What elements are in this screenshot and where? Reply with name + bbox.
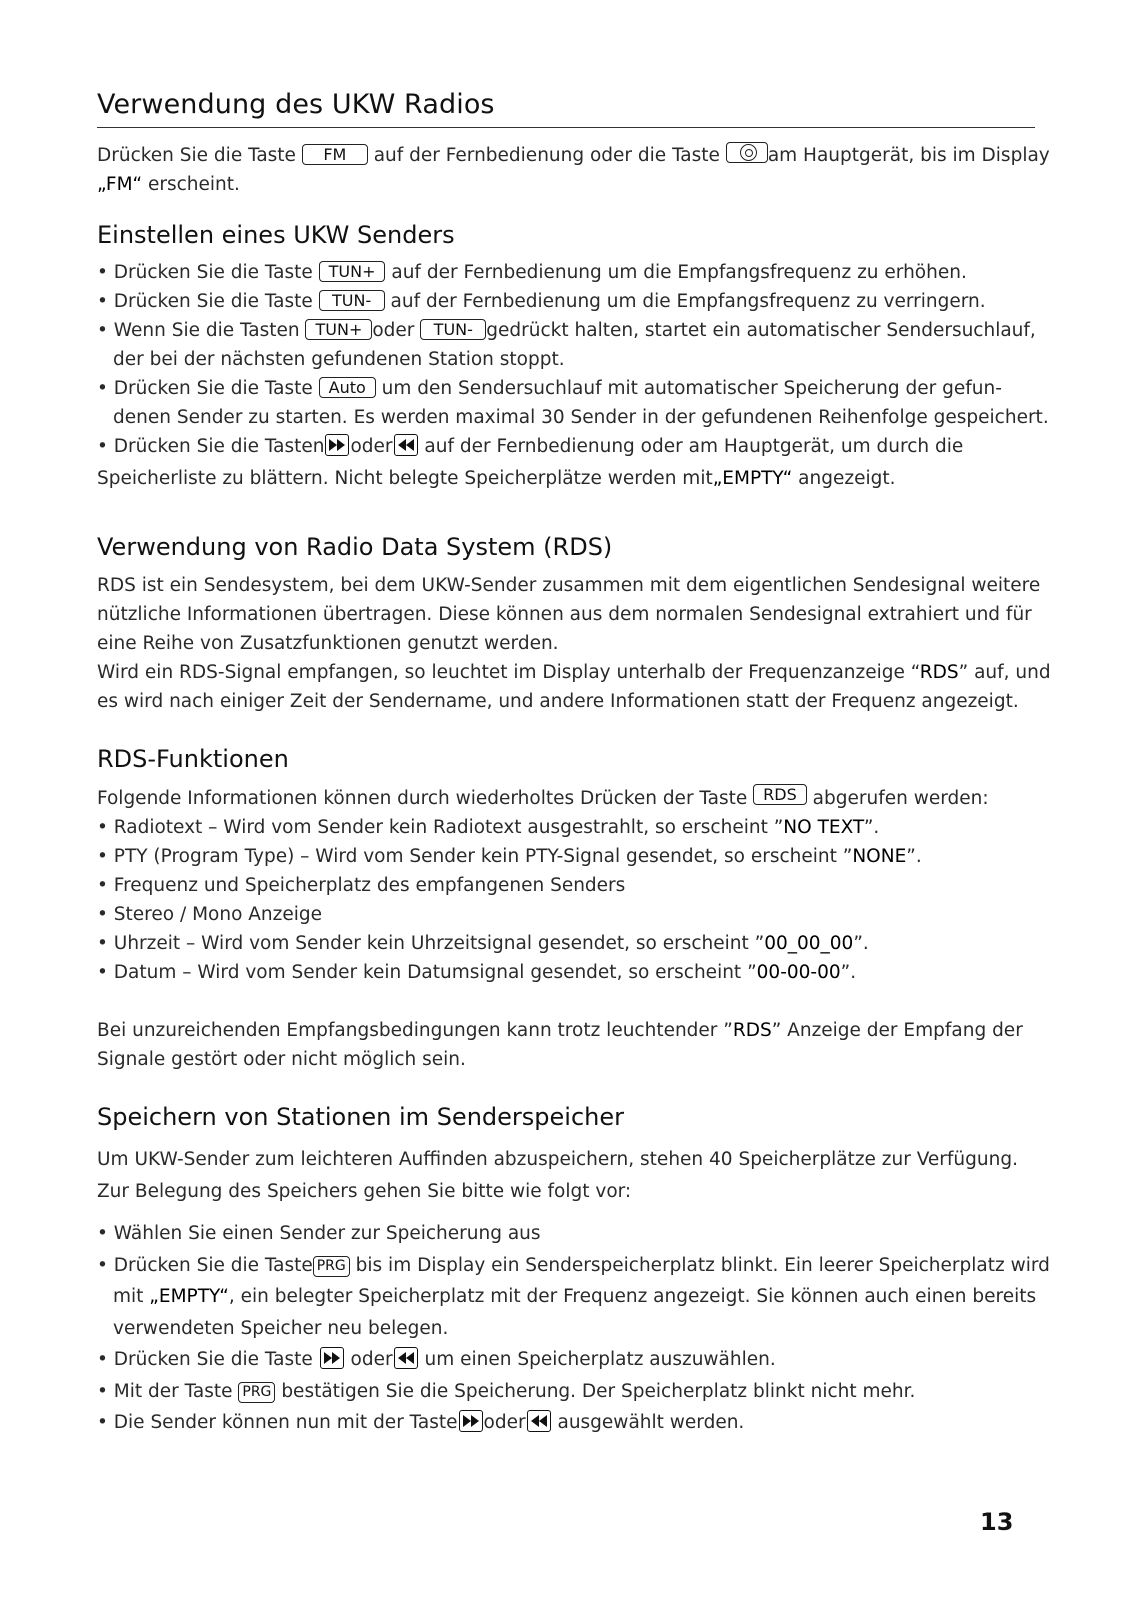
- text: erscheint.: [142, 174, 240, 195]
- list-item: • Drücken Sie die Taste PRG bis im Display ein Senderspeicherplatz blinkt. Ein leerer Speicherplatz wird mit „EMPTY“, ein belegter Speicherplatz mit der Frequenz angezeigt. Sie können auch einen bereits verwendeten Speicher neu belegen.: [97, 1254, 1050, 1339]
- list-item: • Uhrzeit – Wird vom Sender kein Uhrzeitsignal gesendet, so erscheint ”00_00_00”.: [97, 933, 869, 954]
- list-item: • Mit der Taste PRG bestätigen Sie die Speicherung. Der Speicherplatz blinkt nicht mehr.: [97, 1380, 916, 1402]
- tun-plus-key: TUN+: [319, 261, 386, 282]
- list-item: • Wählen Sie einen Sender zur Speicherung aus: [97, 1223, 541, 1244]
- section-title-speichern: Speichern von Stationen im Senderspeicher: [97, 1103, 624, 1131]
- skip-back-icon: [394, 434, 418, 456]
- fm-key: FM: [302, 144, 368, 165]
- list-item: • Wenn Sie die Tasten TUN+ oder TUN- gedrückt halten, startet ein automatischer Sendersuchlauf, der bei der nächsten gefundenen Station stoppt.: [97, 320, 1036, 370]
- section-title-rds: Verwendung von Radio Data System (RDS): [97, 533, 613, 561]
- list-item: • PTY (Program Type) – Wird vom Sender kein PTY-Signal gesendet, so erscheint ”NONE”.: [97, 846, 922, 867]
- list-item: • Frequenz und Speicherplatz des empfangenen Senders: [97, 875, 626, 896]
- skip-back-icon: [394, 1347, 418, 1369]
- title-rule: [97, 127, 1035, 128]
- list-item: • Drücken Sie die Tasten oder auf der Fernbedienung oder am Hauptgerät, um durch die Speicherliste zu blättern. Nicht belegte Speicherplätze werden mit„EMPTY“ angezeigt.: [97, 436, 964, 489]
- paragraph-speichern: Um UKW-Sender zum leichteren Auffinden abzuspeichern, stehen 40 Speicherplätze zur Verfügung. Zur Belegung des Speichers gehen Sie bitte wie folgt vor:: [97, 1149, 1018, 1202]
- manual-page: [97, 0, 1051, 1601]
- list-item: • Datum – Wird vom Sender kein Datumsignal gesendet, so erscheint ”00-00-00”.: [97, 962, 857, 983]
- text: am Hauptgerät, bis im Display: [767, 145, 1050, 166]
- skip-forward-icon: [325, 434, 349, 456]
- mode-button-icon: [726, 142, 768, 163]
- tun-minus-key: TUN-: [319, 290, 385, 311]
- tun-minus-key: TUN-: [420, 319, 486, 340]
- list-item: • Stereo / Mono Anzeige: [97, 904, 323, 925]
- list-einstellen: [97, 258, 1049, 493]
- quoted-fm: „FM“: [97, 174, 143, 195]
- skip-forward-icon: [320, 1347, 344, 1369]
- list-speichern: [97, 1218, 1050, 1439]
- prg-key: PRG: [313, 1256, 350, 1277]
- skip-back-icon: [527, 1410, 551, 1432]
- skip-forward-icon: [459, 1410, 483, 1432]
- list-item: • Drücken Sie die Taste Auto um den Sendersuchlauf mit automatischer Speicherung der gefun- denen Sender zu starten. Es werden maximal 30 Sender in der gefundenen Reihenfolge gespeichert.: [97, 378, 1049, 428]
- list-item: • Drücken Sie die Taste oder um einen Speicherplatz auszuwählen.: [97, 1349, 776, 1370]
- list-item: • Drücken Sie die Taste TUN- auf der Fernbedienung um die Empfangsfrequenz zu verringern.: [97, 291, 986, 312]
- prg-key: PRG: [238, 1382, 275, 1403]
- paragraph-ukw-intro: [97, 141, 1050, 199]
- list-item: • Radiotext – Wird vom Sender kein Radiotext ausgestrahlt, so erscheint ”NO TEXT”.: [97, 817, 880, 838]
- paragraph-rds-note: Bei unzureichenden Empfangsbedingungen kann trotz leuchtender ”RDS” Anzeige der Empfang der Signale gestört oder nicht möglich sein.: [97, 1020, 1023, 1070]
- list-item: • Drücken Sie die Taste TUN+ auf der Fernbedienung um die Empfangsfrequenz zu erhöhen.: [97, 262, 967, 283]
- page-number: 13: [980, 1508, 1014, 1536]
- section-title-ukw-radio: Verwendung des UKW Radios: [97, 89, 495, 120]
- section-title-einstellen: Einstellen eines UKW Senders: [97, 221, 455, 249]
- list-rds-funktionen: Folgende Informationen können durch wiederholtes Drücken der Taste RDS abgerufen werden: • Radiotext – Wird vom Sender kein Radiotext ausgestrahlt, so erscheint ”NO TEXT”. • PTY (Program Type) – Wird vom Sender kein PTY-Signal gesendet, so erscheint ”NONE”. • Frequenz und Speicherplatz des empfangenen Senders • Stereo / Mono Anzeige • Uhrzeit – Wird vom Sender kein Uhrzeitsignal gesendet, so erscheint ”00_00_00”. • Datum – Wird vom Sender kein Datumsignal gesendet, so erscheint ”00-00-00”.: [97, 785, 989, 983]
- auto-key: Auto: [319, 377, 376, 398]
- rds-key: RDS: [753, 784, 807, 805]
- text: Drücken Sie die Taste: [97, 145, 296, 166]
- tun-plus-key: TUN+: [305, 319, 372, 340]
- text: auf der Fernbedienung oder die Taste: [373, 145, 720, 166]
- paragraph-rds: RDS ist ein Sendesystem, bei dem UKW-Sender zusammen mit dem eigentlichen Sendesignal weitere nützliche Informationen übertragen. Diese können aus dem normalen Sendesignal extrahiert und für eine Reihe von Zusatzfunktionen genutzt werden. Wird ein RDS-Signal empfangen, so leuchtet im Display unterhalb der Frequenzanzeige “RDS” auf, und es wird nach einiger Zeit der Sendername, und andere Informationen statt der Frequenz angezeigt.: [97, 575, 1051, 712]
- list-item: • Die Sender können nun mit der Taste oder ausgewählt werden.: [97, 1412, 745, 1433]
- section-title-rds-funktionen: RDS-Funktionen: [97, 745, 289, 773]
